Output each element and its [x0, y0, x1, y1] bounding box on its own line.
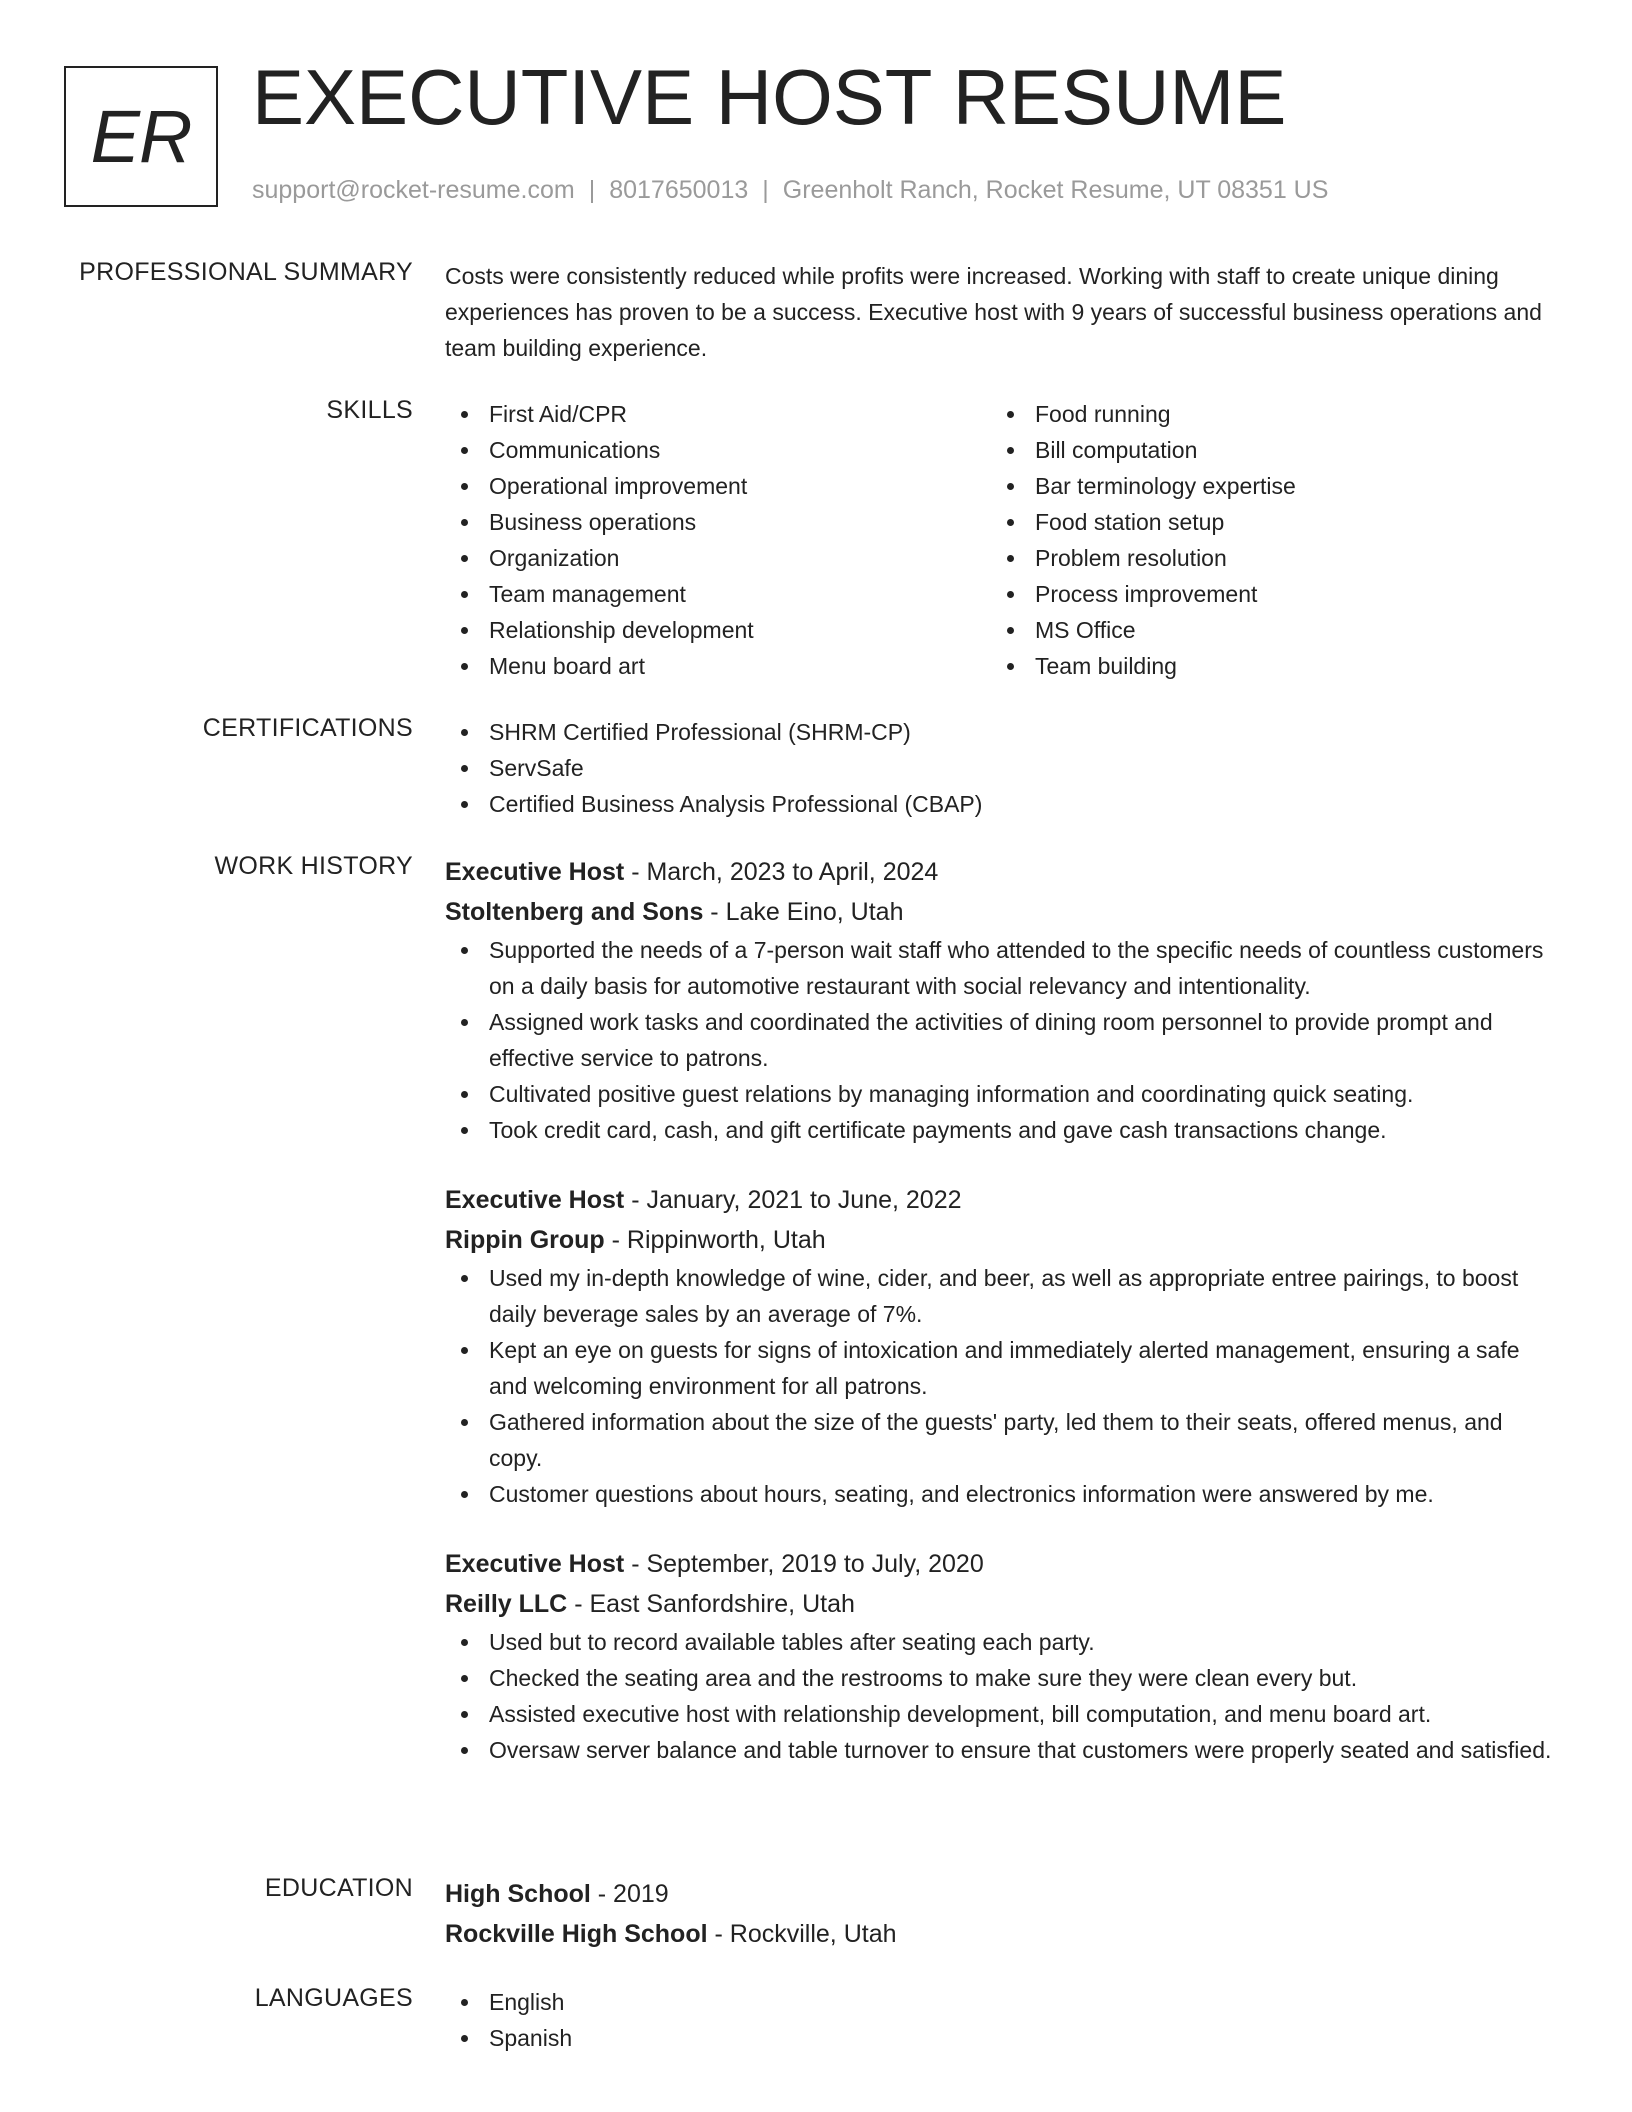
job-bullet: Took credit card, cash, and gift certificate payments and gave cash transactions change. [445, 1112, 1555, 1148]
job-bullet: Customer questions about hours, seating, and electronics information were answered by me. [445, 1476, 1555, 1512]
certification-item: Certified Business Analysis Professional (CBAP) [445, 786, 1555, 822]
skill-item: Organization [445, 540, 991, 576]
section-label-education: EDUCATION [264, 1874, 413, 1902]
contact-separator: | [762, 176, 769, 204]
job-company-line [445, 1584, 1555, 1624]
skill-item: Bar terminology expertise [991, 468, 1537, 504]
job-title: Executive Host [445, 858, 625, 886]
skill-item: Business operations [445, 504, 991, 540]
job-bullet: Kept an eye on guests for signs of intoxication and immediately alerted management, ensuring a safe and welcoming environment for all patrons. [445, 1332, 1555, 1404]
job-bullet: Checked the seating area and the restrooms to make sure they were clean every but. [445, 1660, 1555, 1696]
job-location: - Lake Eino, Utah [703, 898, 904, 926]
skill-item: Operational improvement [445, 468, 991, 504]
skill-item: MS Office [991, 612, 1537, 648]
job-company-line [445, 892, 1555, 932]
job-bullets [445, 1624, 1555, 1768]
skill-item: Food station setup [991, 504, 1537, 540]
contact-phone[interactable]: 8017650013 [609, 176, 749, 204]
monogram-box [64, 66, 218, 207]
certification-item: SHRM Certified Professional (SHRM-CP) [445, 714, 1555, 750]
education-degree: High School [445, 1880, 591, 1908]
education-school: Rockville High School [445, 1920, 708, 1948]
skill-item: Bill computation [991, 432, 1537, 468]
job-entry [445, 1544, 1555, 1768]
certifications-body [445, 714, 1555, 822]
job-company: Stoltenberg and Sons [445, 898, 704, 926]
skills-body [445, 396, 1555, 684]
education-school-line [445, 1914, 1555, 1954]
job-bullet: Cultivated positive guest relations by managing information and coordinating quick seating. [445, 1076, 1555, 1112]
summary-body [445, 258, 1555, 366]
contact-line [252, 176, 1328, 205]
job-dates: - March, 2023 to April, 2024 [624, 858, 939, 886]
section-label-certifications: CERTIFICATIONS [202, 714, 413, 742]
job-location: - Rippinworth, Utah [604, 1226, 826, 1254]
skill-item: Communications [445, 432, 991, 468]
job-title: Executive Host [445, 1186, 625, 1214]
section-label-languages: LANGUAGES [254, 1984, 413, 2012]
job-bullet: Assisted executive host with relationship development, bill computation, and menu board art. [445, 1696, 1555, 1732]
language-item: Spanish [445, 2020, 1555, 2056]
job-entry [445, 1180, 1555, 1512]
languages-list [445, 1984, 1555, 2056]
job-bullets [445, 1260, 1555, 1512]
skill-item: First Aid/CPR [445, 396, 991, 432]
skill-item: Food running [991, 396, 1537, 432]
skill-item: Problem resolution [991, 540, 1537, 576]
resume-title: EXECUTIVE HOST RESUME [252, 53, 1287, 141]
skill-item: Menu board art [445, 648, 991, 684]
job-company: Reilly LLC [445, 1590, 568, 1618]
language-item: English [445, 1984, 1555, 2020]
job-bullet: Used but to record available tables after seating each party. [445, 1624, 1555, 1660]
education-year: - 2019 [590, 1880, 669, 1908]
job-bullet: Gathered information about the size of the guests' party, led them to their seats, offered menus, and copy. [445, 1404, 1555, 1476]
section-label-summary: PROFESSIONAL SUMMARY [79, 258, 413, 286]
skill-item: Relationship development [445, 612, 991, 648]
job-bullet: Oversaw server balance and table turnover to ensure that customers were properly seated and satisfied. [445, 1732, 1555, 1768]
contact-email[interactable]: support@rocket-resume.com [252, 176, 575, 204]
job-title: Executive Host [445, 1550, 625, 1578]
skills-columns [445, 396, 1555, 684]
job-entry [445, 852, 1555, 1148]
job-dates: - January, 2021 to June, 2022 [624, 1186, 962, 1214]
contact-address: Greenholt Ranch, Rocket Resume, UT 08351 US [782, 176, 1329, 204]
monogram-initials: ER [90, 94, 192, 178]
education-location: - Rockville, Utah [707, 1920, 897, 1948]
skills-list-left [445, 396, 991, 684]
job-company-line [445, 1220, 1555, 1260]
education-body [445, 1874, 1555, 1954]
job-bullet: Used my in-depth knowledge of wine, cider, and beer, as well as appropriate entree pairings, to boost daily beverage sales by an average of 7%. [445, 1260, 1555, 1332]
contact-separator: | [588, 176, 596, 204]
job-company: Rippin Group [445, 1226, 605, 1254]
job-location: - East Sanfordshire, Utah [567, 1590, 855, 1618]
job-bullet: Assigned work tasks and coordinated the activities of dining room personnel to provide prompt and effective service to patrons. [445, 1004, 1555, 1076]
job-bullet: Supported the needs of a 7-person wait staff who attended to the specific needs of countless customers on a daily basis for automotive restaurant with social relevancy and intentionality. [445, 932, 1555, 1004]
skill-item: Team management [445, 576, 991, 612]
education-degree-line [445, 1874, 1555, 1914]
work-history-body [445, 852, 1555, 1768]
section-label-work-history: WORK HISTORY [214, 852, 413, 880]
job-title-line [445, 1544, 1555, 1584]
job-title-line [445, 1180, 1555, 1220]
job-bullets [445, 932, 1555, 1148]
skills-list-right [991, 396, 1537, 684]
skill-item: Process improvement [991, 576, 1537, 612]
job-title-line [445, 852, 1555, 892]
certification-item: ServSafe [445, 750, 1555, 786]
summary-text: Costs were consistently reduced while profits were increased. Working with staff to create unique dining experiences has proven to be a success. Executive host with 9 years of successful business operations and team building experience. [445, 263, 1542, 361]
section-label-skills: SKILLS [326, 396, 413, 424]
certifications-list [445, 714, 1555, 822]
languages-body [445, 1984, 1555, 2056]
skill-item: Team building [991, 648, 1537, 684]
job-dates: - September, 2019 to July, 2020 [624, 1550, 984, 1578]
